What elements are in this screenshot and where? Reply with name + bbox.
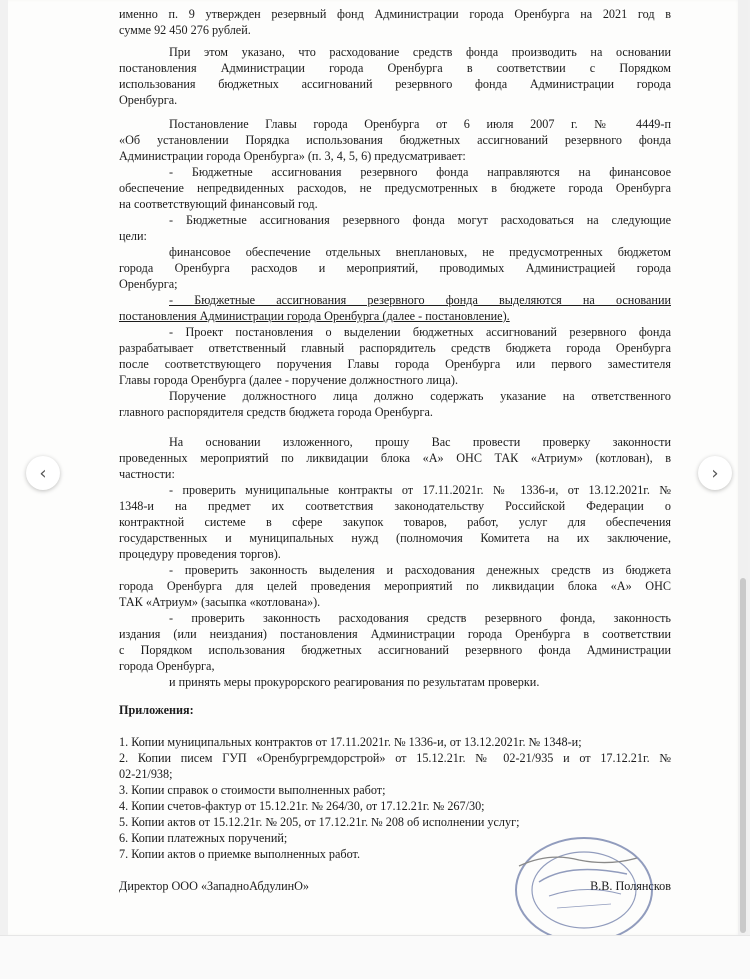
text-line: Оренбурга.: [119, 93, 178, 107]
text-line: Администрации города Оренбурга» (п. 3, 4, 5, 6) предусматривает:: [119, 149, 466, 163]
text-line: «Об установлении Порядка использования бюджетных ассигнований резервного фонда: [119, 133, 671, 147]
document-page: [8, 0, 740, 935]
text-line: обеспечение непредвиденных расходов, не предусмотренных в бюджете города Оренбурга: [119, 181, 671, 195]
text-line: Главы города Оренбурга (далее - поручение должностного лица).: [119, 373, 458, 387]
text-line: на соответствующий финансовый год.: [119, 197, 318, 211]
text-line: сумме 92 450 276 рублей.: [119, 23, 251, 37]
text-line: с Порядком использования бюджетных ассигнований резервного фонда Администрации: [119, 643, 671, 657]
text-line: процедуру проведения торгов).: [119, 547, 281, 561]
text-line: именно п. 9 утвержден резервный фонд Администрации города Оренбурга на 2021 год в: [119, 7, 671, 21]
attachment-item: 5. Копии актов от 15.12.21г. № 205, от 17.12.21г. № 208 об исполнении услуг;: [119, 815, 520, 829]
underlined-text-line: постановления Администрации города Оренбурга (далее - постановление).: [119, 309, 510, 323]
text-line: постановления Администрации города Оренбурга в соответствии с Порядком: [119, 61, 671, 75]
attachment-item: 6. Копии платежных поручений;: [119, 831, 288, 845]
attachment-item: 3. Копии справок о стоимости выполненных работ;: [119, 783, 386, 797]
attachments-heading: Приложения:: [119, 703, 194, 717]
company-stamp-icon: [509, 830, 659, 935]
text-line: цели:: [119, 229, 147, 243]
text-line: - Бюджетные ассигнования резервного фонда направляются на финансовое: [169, 165, 671, 179]
text-line: использования бюджетных ассигнований резервного фонда Администрации города: [119, 77, 671, 91]
chevron-right-icon: ›: [711, 462, 719, 484]
scrollbar-thumb[interactable]: [740, 578, 746, 933]
text-line: 1348-и на предмет их соответствия законодательству Российской Федерации о: [119, 499, 671, 513]
attachment-item: 4. Копии счетов-фактур от 15.12.21г. № 264/30, от 17.12.21г. № 267/30;: [119, 799, 485, 813]
viewer-bottom-strip: [0, 935, 750, 979]
text-line: - проверить законность выделения и расходования денежных средств из бюджета: [169, 563, 671, 577]
text-line: - Бюджетные ассигнования резервного фонда могут расходоваться на следующие: [169, 213, 671, 227]
text-line: контрактной системе в сфере закупок товаров, работ, услуг для обеспечения: [119, 515, 671, 529]
text-line: проведенных мероприятий по ликвидации блока «А» ОНС ТАК «Атриум» (котлован), в: [119, 451, 671, 465]
text-line: На основании изложенного, прошу Вас провести проверку законности: [169, 435, 671, 449]
attachment-item: 2. Копии писем ГУП «Оренбургремдорстрой» от 15.12.21г. № 02-21/935 и от 17.12.21г. №: [119, 751, 671, 765]
attachment-item: 02-21/938;: [119, 767, 173, 781]
text-line: государственных и муниципальных нужд (полномочия Комитета на их заключение,: [119, 531, 671, 545]
attachment-item: 1. Копии муниципальных контрактов от 17.11.2021г. № 1336-и, от 13.12.2021г. № 1348-и;: [119, 735, 582, 749]
signatory-title: Директор ООО «ЗападноАбдулинО»: [119, 879, 310, 893]
text-line: - проверить законность расходования средств резервного фонда, законность: [169, 611, 671, 625]
text-line: Постановление Главы города Оренбурга от 6 июля 2007 г. № 4449-п: [169, 117, 671, 131]
underlined-text-line: - Бюджетные ассигнования резервного фонда выделяются на основании: [169, 293, 671, 307]
text-line: разрабатывает ответственный главный распорядитель средств бюджета города Оренбурга: [119, 341, 671, 355]
text-line: города Оренбурга,: [119, 659, 215, 673]
text-line: - проверить муниципальные контракты от 17.11.2021г. № 1336-и, от 13.12.2021г. №: [169, 483, 671, 497]
attachment-item: 7. Копии актов о приемке выполненных работ.: [119, 847, 360, 861]
text-line: - Проект постановления о выделении бюджетных ассигнований резервного фонда: [169, 325, 671, 339]
text-line: и принять меры прокурорского реагирования по результатам проверки.: [169, 675, 540, 689]
text-line: после соответствующего поручения Главы города Оренбурга или первого заместителя: [119, 357, 671, 371]
text-line: Поручение должностного лица должно содержать указание на ответственного: [169, 389, 671, 403]
text-line: города Оренбурга для целей проведения мероприятий по ликвидации блока «А» ОНС: [119, 579, 671, 593]
text-line: города Оренбурга расходов и мероприятий, проводимых Администрацией города: [119, 261, 671, 275]
text-line: финансовое обеспечение отдельных внеплановых, не предусмотренных бюджетом: [169, 245, 671, 259]
chevron-left-icon: ‹: [39, 462, 47, 484]
prev-image-button[interactable]: [26, 456, 60, 490]
text-line: издания (или неиздания) постановления Администрации города Оренбурга в соответствии: [119, 627, 671, 641]
next-image-button[interactable]: [698, 456, 732, 490]
text-line: ТАК «Атриум» (засыпка «котлована»).: [119, 595, 321, 609]
text-line: главного распорядителя средств бюджета города Оренбурга.: [119, 405, 433, 419]
signatory-name: В.В. Полянсков: [590, 879, 671, 893]
text-line: При этом указано, что расходование средств фонда производить на основании: [169, 45, 671, 59]
text-line: Оренбурга;: [119, 277, 178, 291]
text-line: частности:: [119, 467, 175, 481]
